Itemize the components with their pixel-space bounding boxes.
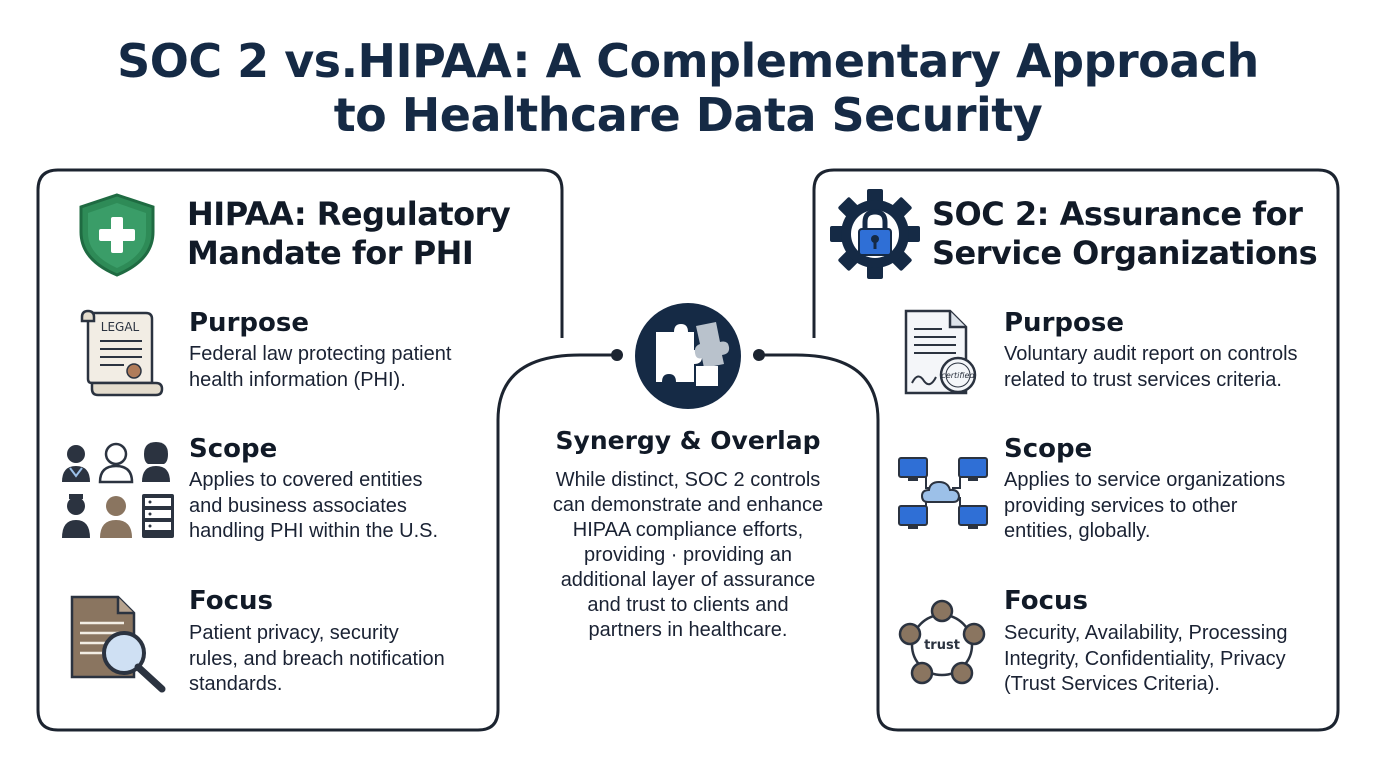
synergy-line-1: While distinct, SOC 2 controls (555, 469, 821, 491)
soc2-scope-title: Scope (1004, 434, 1093, 464)
hipaa-purpose-title: Purpose (189, 308, 309, 338)
hipaa-focus-line-1: Patient privacy, security (189, 622, 399, 644)
synergy-title: Synergy & Overlap (555, 426, 821, 455)
hipaa-header-line-2: Mandate for PHI (187, 234, 474, 272)
legal-scroll-label: LEGAL (100, 320, 140, 334)
soc2-header-line-1: SOC 2: Assurance for (932, 195, 1303, 233)
soc2-scope-desc (1004, 468, 1285, 545)
soc2-focus-desc (1004, 621, 1287, 698)
puzzle-icon (634, 302, 742, 410)
hipaa-purpose-desc (189, 342, 451, 393)
connector-dot-right (753, 349, 765, 361)
hipaa-header (187, 195, 557, 273)
hipaa-focus-line-2: rules, and breach notification (189, 647, 445, 670)
soc2-purpose-line-1: Voluntary audit report on controls (1004, 343, 1298, 365)
title-line-1: SOC 2 vs.HIPAA: A Complementary Approach (117, 34, 1259, 88)
soc2-scope-line-1: Applies to service organizations (1004, 469, 1286, 491)
people-server-icon (60, 440, 180, 544)
document-magnifier-icon (68, 593, 172, 693)
cloud-network-icon (896, 450, 990, 536)
hipaa-focus-desc (189, 621, 445, 698)
hipaa-purpose-line-1: Federal law protecting patient (189, 343, 452, 365)
certified-stamp-label: certified (941, 371, 975, 380)
soc2-focus-line-1: Security, Availability, Processing (1004, 622, 1288, 644)
soc2-scope-line-2: providing services to other (1004, 494, 1238, 517)
trust-label: trust (924, 638, 960, 653)
soc2-purpose-title: Purpose (1004, 308, 1124, 338)
synergy-line-3: HIPAA compliance efforts, (572, 519, 804, 541)
synergy-desc (520, 468, 856, 643)
hipaa-scope-title: Scope (189, 434, 278, 464)
legal-scroll-icon (76, 307, 166, 397)
hipaa-focus-line-3: standards. (189, 673, 283, 695)
certified-document-icon (902, 307, 982, 397)
hipaa-scope-line-1: Applies to covered entities (189, 469, 423, 491)
soc2-focus-title: Focus (1004, 586, 1088, 616)
connector-dot-left (611, 349, 623, 361)
synergy-line-5: additional layer of assurance (560, 569, 816, 591)
gear-lock-icon (829, 188, 921, 280)
shield-plus-icon (76, 192, 158, 278)
soc2-header-line-2: Service Organizations (932, 234, 1318, 272)
soc2-purpose-line-2: related to trust services criteria. (1004, 368, 1282, 391)
hipaa-focus-title: Focus (189, 586, 273, 616)
synergy-line-7: partners in healthcare. (588, 619, 788, 641)
soc2-scope-line-3: entities, globally. (1004, 520, 1151, 542)
soc2-focus-line-2: Integrity, Confidentiality, Privacy (1004, 647, 1286, 670)
hipaa-header-line-1: HIPAA: Regulatory (187, 195, 511, 233)
title-line-2: to Healthcare Data Security (333, 88, 1043, 142)
hipaa-scope-desc (189, 468, 438, 545)
synergy-line-4: providing · providing an (584, 544, 792, 566)
synergy-line-6: and trust to clients and (587, 594, 789, 616)
page-title (0, 34, 1376, 142)
trust-cycle-icon (896, 597, 988, 689)
synergy-line-2: can demonstrate and enhance (552, 494, 824, 516)
hipaa-purpose-line-2: health information (PHI). (189, 368, 406, 391)
hipaa-scope-line-3: handling PHI within the U.S. (189, 520, 439, 542)
hipaa-scope-line-2: and business associates (189, 494, 407, 517)
soc2-purpose-desc (1004, 342, 1298, 393)
soc2-focus-line-3: (Trust Services Criteria). (1004, 673, 1220, 695)
soc2-header (932, 195, 1332, 273)
